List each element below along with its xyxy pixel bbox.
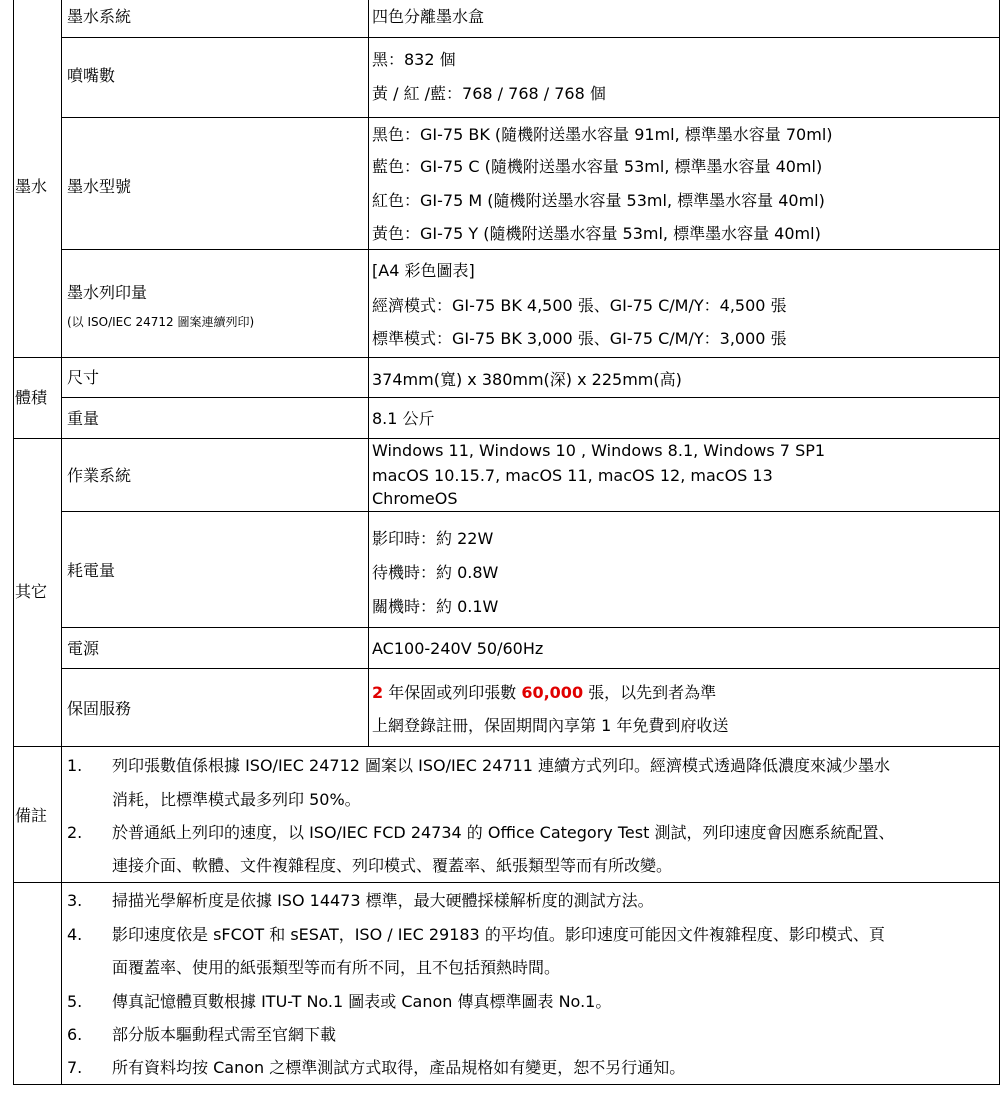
note-number: 6. <box>67 1025 83 1044</box>
ink-yield-sublabel: (以 ISO/IEC 24712 圖案連續列印) <box>67 315 255 329</box>
note-number: 1. <box>67 756 83 775</box>
warranty-years: 2 <box>372 683 384 702</box>
note-text: 所有資料均按 Canon 之標準測試方式取得，產品規格如有變更，恕不另行通知。 <box>112 1058 686 1077</box>
note-number: 4. <box>67 925 83 944</box>
ink-model-label: 墨水型號 <box>67 177 132 196</box>
size-label: 尺寸 <box>67 368 100 387</box>
note-text: 傳真記憶體頁數根據 ITU-T No.1 圖表或 Canon 傳真標準圖表 No.1。 <box>112 992 612 1011</box>
note-text: 部分版本驅動程式需至官網下載 <box>112 1025 337 1044</box>
note-text: 面覆蓋率、使用的紙張類型等而有所不同，且不包括預熱時間。 <box>112 958 561 977</box>
ink-system-label: 墨水系統 <box>67 7 132 26</box>
warranty-label: 保固服務 <box>67 699 132 718</box>
warranty-pages: 60,000 <box>521 683 584 702</box>
ink-model-line-c: 藍色：GI-75 C (隨機附送墨水容量 53ml, 標準墨水容量 40ml) <box>372 157 823 176</box>
category-other: 其它 <box>15 582 48 601</box>
ink-system-value: 四色分離墨水盒 <box>372 7 485 26</box>
os-label: 作業系統 <box>67 466 132 485</box>
weight-label: 重量 <box>67 409 100 428</box>
category-notes: 備註 <box>15 806 48 825</box>
note-number: 3. <box>67 891 83 910</box>
note-text: 消耗，比標準模式最多列印 50%。 <box>112 790 361 809</box>
power-line-copy: 影印時：約 22W <box>372 529 494 548</box>
size-value: 374mm(寬) x 380mm(深) x 225mm(高) <box>372 370 682 389</box>
os-line-macos: macOS 10.15.7, macOS 11, macOS 12, macOS 13 <box>372 466 773 485</box>
category-ink: 墨水 <box>15 177 48 196</box>
note-text: 於普通紙上列印的速度，以 ISO/IEC FCD 24734 的 Office Category Test 測試，列印速度會因應系統配置、 <box>112 823 895 842</box>
note-text: 連接介面、軟體、文件複雜程度、列印模式、覆蓋率、紙張類型等而有所改變。 <box>112 856 673 875</box>
ink-model-line-m: 紅色：GI-75 M (隨機附送墨水容量 53ml, 標準墨水容量 40ml) <box>372 191 825 210</box>
warranty-line-1 <box>372 683 716 703</box>
note-text: 列印張數值係根據 ISO/IEC 24712 圖案以 ISO/IEC 24711 連續方式列印。經濟模式透過降低濃度來減少墨水 <box>112 756 891 775</box>
weight-value: 8.1 公斤 <box>372 409 435 428</box>
ink-yield-label: 墨水列印量 <box>67 283 148 302</box>
nozzle-line-color: 黃 / 紅 /藍：768 / 768 / 768 個 <box>372 84 606 103</box>
category-volume: 體積 <box>15 388 48 407</box>
warranty-mid-text: 年保固或列印張數 <box>383 683 522 702</box>
os-line-windows: Windows 11, Windows 10 , Windows 8.1, Windows 7 SP1 <box>372 441 826 460</box>
nozzle-label: 噴嘴數 <box>67 66 116 85</box>
note-number: 2. <box>67 823 83 842</box>
warranty-end-text: 張，以先到者為準 <box>583 683 717 702</box>
note-number: 7. <box>67 1058 83 1077</box>
note-number: 5. <box>67 992 83 1011</box>
power-label: 耗電量 <box>67 561 116 580</box>
os-line-chromeos: ChromeOS <box>372 489 458 508</box>
power-line-off: 關機時：約 0.1W <box>372 597 499 616</box>
ink-yield-economy: 經濟模式：GI-75 BK 4,500 張、GI-75 C/M/Y：4,500 張 <box>372 296 787 315</box>
supply-value: AC100-240V 50/60Hz <box>372 639 544 658</box>
ink-model-line-y: 黃色：GI-75 Y (隨機附送墨水容量 53ml, 標準墨水容量 40ml) <box>372 224 821 243</box>
ink-yield-standard: 標準模式：GI-75 BK 3,000 張、GI-75 C/M/Y：3,000 張 <box>372 329 787 348</box>
warranty-line-2: 上網登錄註冊，保固期間內享第 1 年免費到府收送 <box>372 716 729 735</box>
note-text: 影印速度依是 sFCOT 和 sESAT，ISO / IEC 29183 的平均值。影印速度可能因文件複雜程度、影印模式、頁 <box>112 925 885 944</box>
supply-label: 電源 <box>67 639 100 658</box>
power-line-standby: 待機時：約 0.8W <box>372 563 499 582</box>
ink-yield-header: [A4 彩色圖表] <box>372 261 475 280</box>
note-text: 掃描光學解析度是依據 ISO 14473 標準，最大硬體採樣解析度的測試方法。 <box>112 891 654 910</box>
nozzle-line-black: 黑：832 個 <box>372 50 456 69</box>
ink-model-line-bk: 黑色：GI-75 BK (隨機附送墨水容量 91ml, 標準墨水容量 70ml) <box>372 125 833 144</box>
